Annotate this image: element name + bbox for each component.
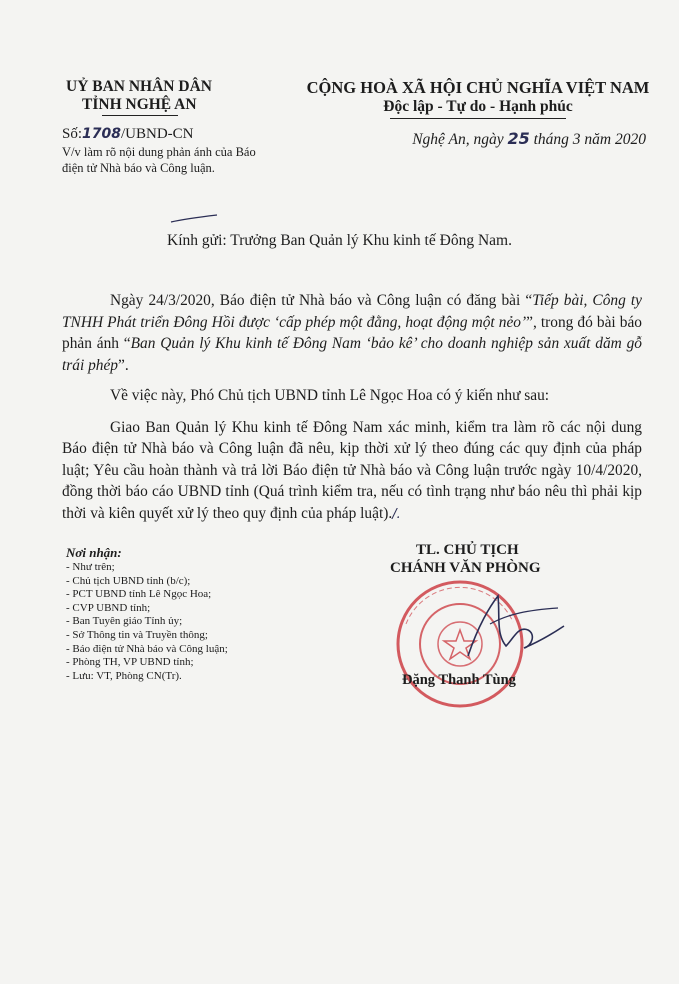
receiver-item: - Phòng TH, VP UBND tỉnh; <box>66 656 194 669</box>
signature-title-1: TL. CHỦ TỊCH <box>416 542 519 558</box>
receiver-item: - CVP UBND tỉnh; <box>66 601 151 614</box>
national-motto: Độc lập - Tự do - Hạnh phúc <box>383 98 573 115</box>
date-suffix: tháng 3 năm 2020 <box>533 131 646 148</box>
receiver-item: - Sở Thông tin và Truyền thông; <box>66 628 208 641</box>
body-paragraph-3 <box>62 417 642 526</box>
p1-text-e: ”. <box>118 356 129 374</box>
signer-name: Đặng Thanh Tùng <box>402 672 516 688</box>
p1-text-c: ”, trong đó bài báo phản ánh “ <box>62 313 642 352</box>
issuer-underline <box>102 115 178 116</box>
p3-text: Giao Ban Quản lý Khu kinh tế Đông Nam xác minh, kiểm tra làm rõ các nội dung Báo điện tử Nhà báo và Công luận đã nêu, kịp thời xử lý theo đúng các quy định của pháp luật; Yêu cầu hoàn thành và trả lời Báo điện tử Nhà báo và Công luận trước ngày 10/4/2020, đồng thời báo cáo UBND tỉnh (Quá trình kiểm tra, nếu có tình trạng như báo nêu thì phải kịp thời và kiên quyết xử lý theo quy định của pháp luật). <box>62 418 642 522</box>
signature-block <box>388 542 568 702</box>
p1-quote: Ban Quản lý Khu kinh tế Đông Nam ‘bảo kê’ cho doanh nghiệp sản xuất dăm gỗ trái phép <box>62 335 642 374</box>
issuer-org-line1: UỶ BAN NHÂN DÂN <box>66 78 212 95</box>
pen-stroke-mark <box>170 214 218 224</box>
issue-date <box>298 129 658 149</box>
issuer-org-line2: TỈNH NGHỆ AN <box>82 96 197 113</box>
receiver-item: - Lưu: VT, Phòng CN(Tr). <box>66 669 182 682</box>
national-header <box>298 78 658 149</box>
motto-underline <box>390 118 566 119</box>
date-prefix: Nghệ An, ngày <box>412 131 504 148</box>
receivers-block <box>66 545 366 683</box>
document-number <box>62 126 252 143</box>
letter-body <box>62 290 642 534</box>
receivers-title: Nơi nhận: <box>66 545 122 560</box>
nation-title: CỘNG HOÀ XÃ HỘI CHỦ NGHĨA VIỆT NAM <box>306 78 650 97</box>
doc-no-suffix: /UBND-CN <box>120 126 194 142</box>
doc-no-handwritten: 1708 <box>82 126 121 142</box>
doc-no-prefix: Số: <box>62 126 83 142</box>
end-mark: /. <box>392 506 401 522</box>
p1-article-title: Tiếp bài, Công ty TNHH Phát triển Đông Hồi được ‘cấp phép một đằng, hoạt động một nẻo’ <box>62 292 642 331</box>
receiver-item: - Chủ tịch UBND tỉnh (b/c); <box>66 574 191 587</box>
p1-text-a: Ngày 24/3/2020, Báo điện tử Nhà báo và Công luận có đăng bài “ <box>110 292 533 309</box>
receiver-item: - Như trên; <box>66 561 115 573</box>
receiver-item: - PCT UBND tỉnh Lê Ngọc Hoa; <box>66 588 212 601</box>
body-paragraph-1 <box>62 290 642 376</box>
document-subject: V/v làm rõ nội dung phản ánh của Báo điện tử Nhà báo và Công luận. <box>62 145 256 175</box>
signature-title-2: CHÁNH VĂN PHÒNG <box>390 560 541 576</box>
handwritten-signature-icon <box>428 586 568 666</box>
date-day-handwritten: 25 <box>507 129 530 148</box>
receiver-item: - Báo điện tử Nhà báo và Công luận; <box>66 642 228 655</box>
body-paragraph-2: Về việc này, Phó Chủ tịch UBND tỉnh Lê Ngọc Hoa có ý kiến như sau: <box>110 387 550 404</box>
issuer-header <box>62 78 256 176</box>
receiver-item: - Ban Tuyên giáo Tỉnh ủy; <box>66 615 183 628</box>
recipient-line: Kính gửi: Trưởng Ban Quản lý Khu kinh tế Đông Nam. <box>167 232 512 249</box>
